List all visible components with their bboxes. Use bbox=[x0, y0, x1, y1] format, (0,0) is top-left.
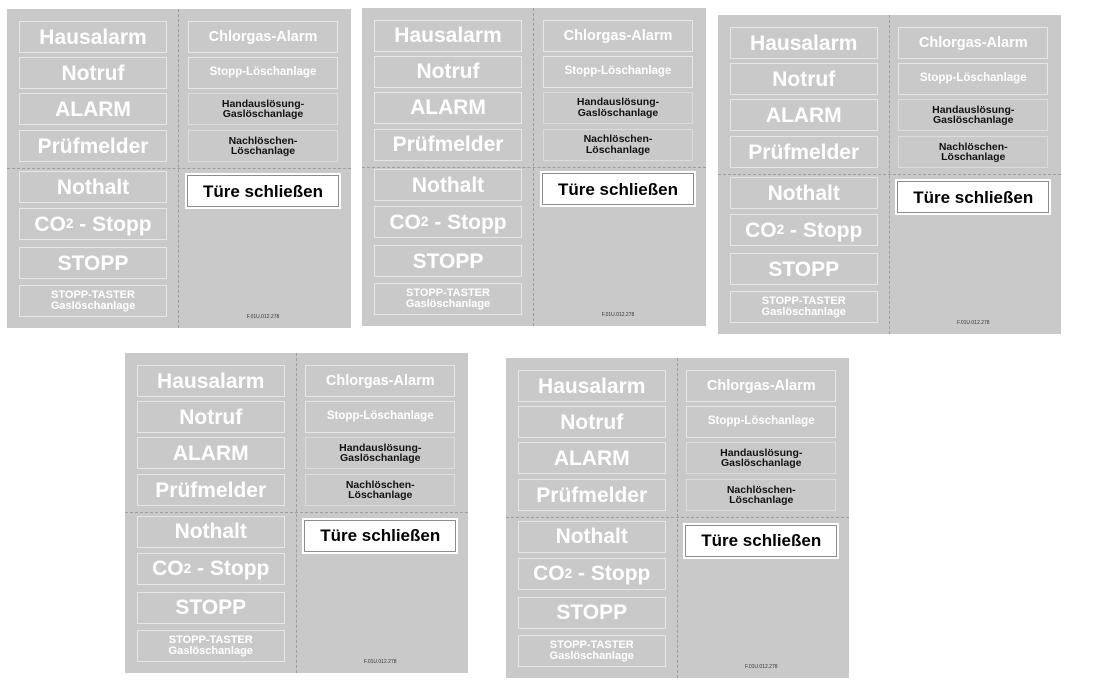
notruf-label: Notruf bbox=[518, 406, 666, 438]
alarm-label: ALARM bbox=[374, 92, 522, 124]
hausalarm-label: Hausalarm bbox=[730, 27, 878, 59]
co2-rest-text: - Stopp bbox=[572, 562, 651, 586]
chlorgas-alarm-label: Chlorgas-Alarm bbox=[188, 21, 338, 53]
co2-text: CO bbox=[533, 562, 565, 586]
stopp-label: STOPP bbox=[137, 592, 285, 624]
alarm-label: ALARM bbox=[137, 437, 285, 469]
stopp-loeschanlage-label: Stopp-Löschanlage bbox=[188, 57, 338, 89]
pruefmelder-label: Prüfmelder bbox=[374, 129, 522, 161]
tuere-schliessen-label: Türe schließen bbox=[685, 525, 837, 557]
product-code: F.01U.012.278 bbox=[363, 658, 397, 665]
nachloeschen-label: Nachlöschen- Löschanlage bbox=[305, 474, 455, 506]
nothalt-label: Nothalt bbox=[137, 516, 285, 548]
row-divider bbox=[362, 167, 706, 168]
co2-text: CO bbox=[745, 218, 777, 242]
co2-subscript: 2 bbox=[564, 565, 573, 581]
hausalarm-label: Hausalarm bbox=[374, 20, 522, 52]
stopp-taster-label: STOPP-TASTER Gaslöschanlage bbox=[730, 291, 878, 323]
co2-stopp-label bbox=[19, 208, 167, 240]
notruf-label: Notruf bbox=[374, 56, 522, 88]
label-sheet bbox=[7, 9, 351, 328]
nothalt-label: Nothalt bbox=[518, 521, 666, 553]
co2-stopp-label bbox=[730, 214, 878, 246]
product-code: F.01U.012.278 bbox=[956, 320, 990, 326]
stopp-loeschanlage-label: Stopp-Löschanlage bbox=[898, 63, 1048, 95]
pruefmelder-label: Prüfmelder bbox=[19, 130, 167, 162]
chlorgas-alarm-label: Chlorgas-Alarm bbox=[543, 20, 693, 52]
tuere-schliessen-label: Türe schließen bbox=[897, 181, 1049, 213]
co2-text: CO bbox=[389, 210, 421, 234]
alarm-label: ALARM bbox=[518, 442, 666, 474]
co2-stopp-label bbox=[374, 206, 522, 238]
label-sheet bbox=[362, 8, 706, 326]
tuere-schliessen-label: Türe schließen bbox=[542, 173, 694, 205]
handausloesung-label: Handauslösung- Gaslöschanlage bbox=[686, 442, 836, 474]
co2-stopp-label bbox=[137, 553, 285, 585]
notruf-label: Notruf bbox=[19, 57, 167, 89]
nothalt-label: Nothalt bbox=[374, 169, 522, 201]
hausalarm-label: Hausalarm bbox=[518, 370, 666, 402]
tuere-schliessen-label: Türe schließen bbox=[187, 175, 339, 207]
stopp-label: STOPP bbox=[730, 253, 878, 285]
tuere-schliessen-label: Türe schließen bbox=[304, 520, 456, 552]
stopp-label: STOPP bbox=[19, 247, 167, 279]
nachloeschen-label: Nachlöschen- Löschanlage bbox=[188, 130, 338, 162]
pruefmelder-label: Prüfmelder bbox=[137, 474, 285, 506]
product-code: F.01U.012.278 bbox=[246, 314, 280, 320]
nachloeschen-label: Nachlöschen- Löschanlage bbox=[686, 479, 836, 511]
nothalt-label: Nothalt bbox=[19, 171, 167, 203]
row-divider bbox=[125, 512, 468, 513]
pruefmelder-label: Prüfmelder bbox=[730, 136, 878, 168]
co2-stopp-label bbox=[518, 558, 666, 590]
label-sheet bbox=[718, 15, 1061, 334]
handausloesung-label: Handauslösung- Gaslöschanlage bbox=[898, 99, 1048, 131]
label-sheet bbox=[125, 353, 468, 673]
nothalt-label: Nothalt bbox=[730, 177, 878, 209]
co2-text: CO bbox=[34, 212, 66, 236]
notruf-label: Notruf bbox=[730, 63, 878, 95]
stopp-loeschanlage-label: Stopp-Löschanlage bbox=[305, 401, 455, 433]
co2-rest-text: - Stopp bbox=[73, 212, 152, 236]
chlorgas-alarm-label: Chlorgas-Alarm bbox=[686, 370, 836, 402]
stopp-taster-label: STOPP-TASTER Gaslöschanlage bbox=[374, 283, 522, 315]
co2-subscript: 2 bbox=[183, 560, 192, 576]
stopp-taster-label: STOPP-TASTER Gaslöschanlage bbox=[19, 285, 167, 317]
stopp-taster-label: STOPP-TASTER Gaslöschanlage bbox=[518, 635, 666, 667]
notruf-label: Notruf bbox=[137, 401, 285, 433]
co2-rest-text: - Stopp bbox=[428, 210, 507, 234]
co2-rest-text: - Stopp bbox=[784, 218, 863, 242]
label-sheet bbox=[506, 358, 849, 678]
stopp-loeschanlage-label: Stopp-Löschanlage bbox=[686, 406, 836, 438]
chlorgas-alarm-label: Chlorgas-Alarm bbox=[305, 365, 455, 397]
row-divider bbox=[7, 168, 351, 169]
co2-rest-text: - Stopp bbox=[191, 557, 270, 581]
nachloeschen-label: Nachlöschen- Löschanlage bbox=[543, 129, 693, 161]
stopp-label: STOPP bbox=[518, 597, 666, 629]
product-code: F.01U.012.278 bbox=[601, 312, 635, 319]
hausalarm-label: Hausalarm bbox=[137, 365, 285, 397]
co2-subscript: 2 bbox=[420, 214, 429, 230]
pruefmelder-label: Prüfmelder bbox=[518, 479, 666, 511]
co2-text: CO bbox=[152, 557, 184, 581]
handausloesung-label: Handauslösung- Gaslöschanlage bbox=[188, 93, 338, 125]
nachloeschen-label: Nachlöschen- Löschanlage bbox=[898, 136, 1048, 168]
alarm-label: ALARM bbox=[730, 99, 878, 131]
chlorgas-alarm-label: Chlorgas-Alarm bbox=[898, 27, 1048, 59]
row-divider bbox=[718, 174, 1061, 175]
row-divider bbox=[506, 517, 849, 518]
hausalarm-label: Hausalarm bbox=[19, 21, 167, 53]
alarm-label: ALARM bbox=[19, 93, 167, 125]
stopp-loeschanlage-label: Stopp-Löschanlage bbox=[543, 56, 693, 88]
co2-subscript: 2 bbox=[65, 216, 74, 232]
stopp-label: STOPP bbox=[374, 245, 522, 277]
handausloesung-label: Handauslösung- Gaslöschanlage bbox=[543, 92, 693, 124]
product-code: F.01U.012.278 bbox=[744, 663, 778, 670]
co2-subscript: 2 bbox=[776, 222, 785, 238]
handausloesung-label: Handauslösung- Gaslöschanlage bbox=[305, 437, 455, 469]
stopp-taster-label: STOPP-TASTER Gaslöschanlage bbox=[137, 630, 285, 662]
